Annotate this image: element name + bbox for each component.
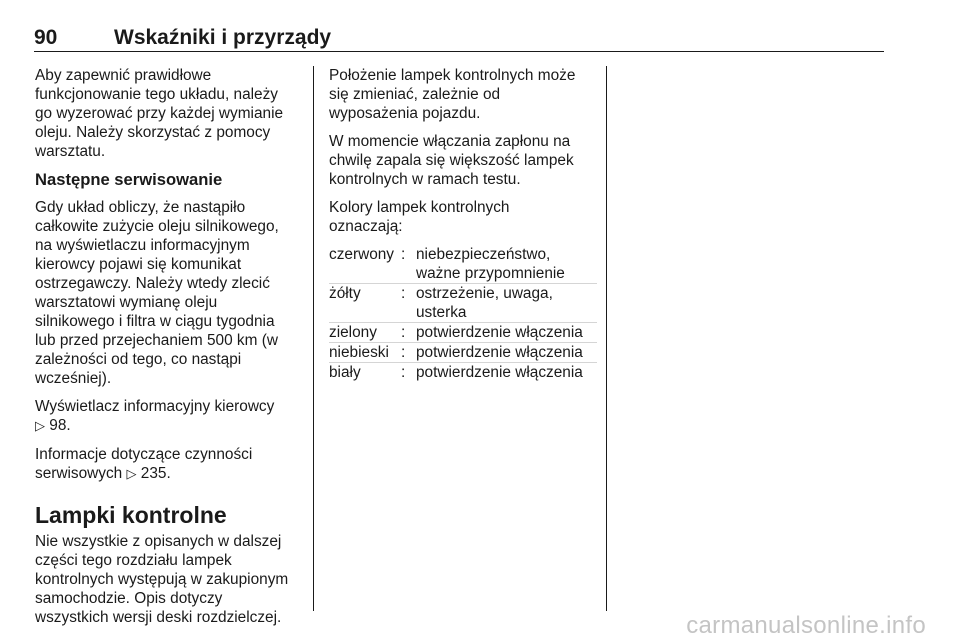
color-name: niebieski bbox=[329, 344, 389, 361]
text-line: lub przed przejechaniem 500 km (w bbox=[35, 332, 278, 349]
text-line: go wyzerować przy każdej wymianie bbox=[35, 105, 284, 122]
color-name: zielony bbox=[329, 324, 377, 341]
page-reference-number: 235. bbox=[140, 465, 171, 482]
text-line: części tego rozdziału lampek bbox=[35, 552, 232, 569]
text-line: kontrolnych występują w zakupionym bbox=[35, 571, 289, 588]
table-row bbox=[329, 342, 597, 362]
text-line: Aby zapewnić prawidłowe bbox=[35, 67, 212, 84]
table-row bbox=[329, 283, 597, 322]
lamps-heading: Lampki kontrolne bbox=[35, 502, 227, 528]
intro-paragraph bbox=[35, 66, 305, 161]
text-line: ważne przypomnienie bbox=[416, 265, 565, 282]
lamps-paragraph bbox=[35, 532, 305, 627]
separator: : bbox=[401, 364, 406, 381]
page-reference-link[interactable] bbox=[127, 465, 171, 482]
page-number: 90 bbox=[34, 26, 58, 49]
text-line: kontrolnych w ramach testu. bbox=[329, 171, 521, 188]
text-line: warsztatu. bbox=[35, 143, 106, 160]
color-meaning bbox=[416, 323, 583, 342]
arrow-reference-icon: ▷ bbox=[35, 419, 45, 434]
page-header bbox=[34, 26, 884, 52]
table-row bbox=[329, 322, 597, 342]
text-line: wszystkich wersji deski rozdzielczej. bbox=[35, 609, 282, 626]
text-line: Wyświetlacz informacyjny kierowcy bbox=[35, 398, 275, 415]
separator: : bbox=[401, 246, 406, 263]
color-name: biały bbox=[329, 364, 361, 381]
color-meaning bbox=[416, 343, 583, 362]
page-reference-number: 98. bbox=[49, 417, 71, 434]
text-line bbox=[35, 464, 305, 484]
text-line: kierowcy pojawi się komunikat bbox=[35, 256, 242, 273]
table-row bbox=[329, 245, 597, 283]
text-line: zależności od tego, co nastąpi bbox=[35, 351, 242, 368]
header-rule bbox=[34, 51, 884, 52]
separator: : bbox=[401, 324, 406, 341]
color-meaning bbox=[416, 363, 583, 382]
text-line: Informacje dotyczące czynności bbox=[35, 446, 253, 463]
text-line: ostrzegawczy. Należy wtedy zlecić bbox=[35, 275, 270, 292]
text-line: Nie wszystkie z opisanych w dalszej bbox=[35, 533, 282, 550]
page-reference-link[interactable] bbox=[35, 416, 305, 436]
color-name: żółty bbox=[329, 285, 361, 302]
middle-column bbox=[329, 66, 597, 382]
text-line: potwierdzenie włączenia bbox=[416, 364, 583, 381]
text-line: całkowite zużycie oleju silnikowego, bbox=[35, 218, 279, 235]
color-name: czerwony bbox=[329, 246, 395, 263]
text-line: silnikowego i filtra w ciągu tygodnia bbox=[35, 313, 275, 330]
color-meaning bbox=[416, 245, 565, 283]
text-line: W momencie włączania zapłonu na bbox=[329, 133, 571, 150]
separator: : bbox=[401, 285, 406, 302]
reference-service-info bbox=[35, 445, 305, 484]
text-line: chwilę zapala się większość lampek bbox=[329, 152, 574, 169]
left-column bbox=[35, 66, 305, 636]
table-row bbox=[329, 362, 597, 382]
text-line: Kolory lampek kontrolnych bbox=[329, 199, 510, 216]
service-heading: Następne serwisowanie bbox=[35, 170, 223, 189]
color-meaning bbox=[416, 284, 553, 322]
position-paragraph bbox=[329, 66, 597, 123]
page-title: Wskaźniki i przyrządy bbox=[114, 26, 332, 49]
text-line: oznaczają: bbox=[329, 218, 403, 235]
column-divider-left bbox=[313, 66, 314, 611]
text-line: wcześniej). bbox=[35, 370, 112, 387]
text-line: wyposażenia pojazdu. bbox=[329, 105, 481, 122]
text-line: niebezpieczeństwo, bbox=[416, 246, 551, 263]
service-paragraph bbox=[35, 198, 305, 388]
text-line: Gdy układ obliczy, że nastąpiło bbox=[35, 199, 246, 216]
text-fragment: serwisowych bbox=[35, 465, 123, 482]
arrow-reference-icon: ▷ bbox=[126, 467, 137, 482]
ignition-test-paragraph bbox=[329, 132, 597, 189]
text-line: oleju. Należy skorzystać z pomocy bbox=[35, 124, 271, 141]
text-line: samochodzie. Opis dotyczy bbox=[35, 590, 223, 607]
text-line: ostrzeżenie, uwaga, bbox=[416, 285, 553, 302]
colors-intro-paragraph bbox=[329, 198, 597, 236]
text-line: potwierdzenie włączenia bbox=[416, 324, 583, 341]
text-line: na wyświetlaczu informacyjnym bbox=[35, 237, 250, 254]
text-line: funkcjonowanie tego układu, należy bbox=[35, 86, 278, 103]
separator: : bbox=[401, 344, 406, 361]
text-line: się zmieniać, zależnie od bbox=[329, 86, 501, 103]
column-divider-right bbox=[606, 66, 607, 611]
lamp-color-table bbox=[329, 245, 597, 382]
watermark: carmanualsonline.info bbox=[686, 612, 926, 639]
text-line: warsztatowi wymianę oleju bbox=[35, 294, 218, 311]
text-line: potwierdzenie włączenia bbox=[416, 344, 583, 361]
reference-driver-display bbox=[35, 397, 305, 436]
text-line: usterka bbox=[416, 304, 467, 321]
text-line: Położenie lampek kontrolnych może bbox=[329, 67, 576, 84]
